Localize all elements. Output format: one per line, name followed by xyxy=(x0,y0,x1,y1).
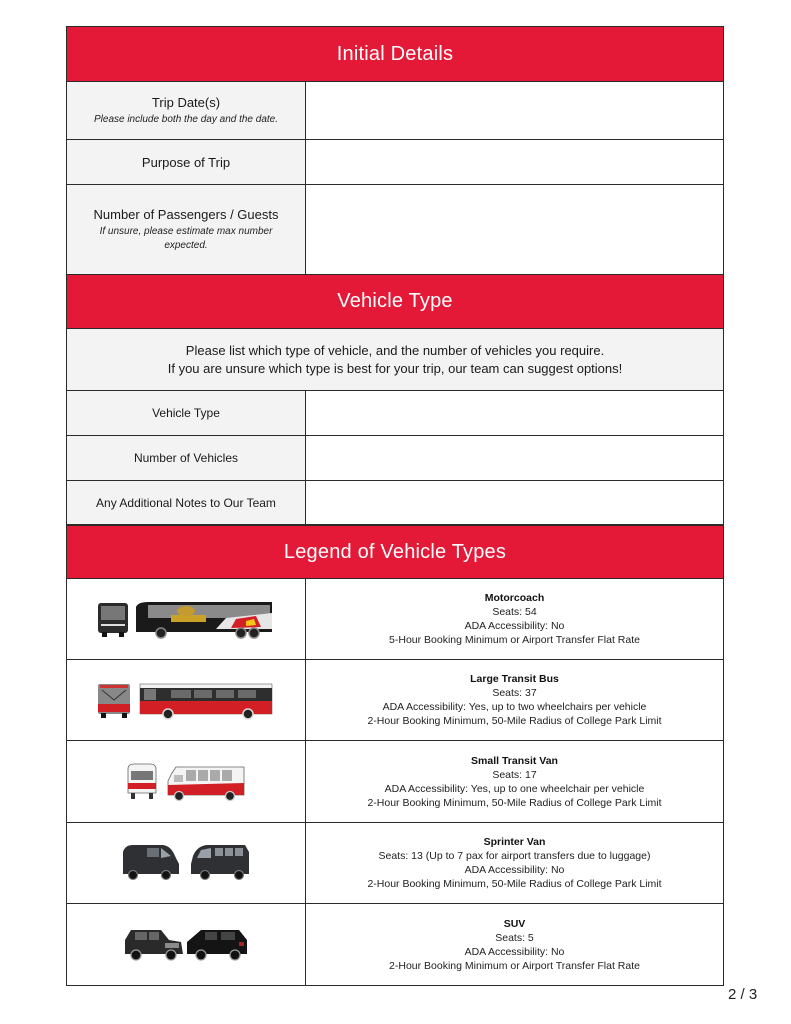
vehicle-instructions xyxy=(67,329,723,391)
sprinter-van-details xyxy=(306,823,723,903)
purpose-input[interactable] xyxy=(306,140,723,184)
sprinter-van-seats: Seats: 13 (Up to 7 pax for airport transfers due to luggage) xyxy=(378,850,651,862)
vehicle-count-label-cell xyxy=(67,436,306,480)
purpose-label: Purpose of Trip xyxy=(141,154,231,170)
motorcoach-seats: Seats: 54 xyxy=(492,606,537,618)
trip-dates-row xyxy=(67,82,723,140)
motorcoach-ada: ADA Accessibility: No xyxy=(464,620,565,632)
suv-ada: ADA Accessibility: No xyxy=(464,945,565,958)
passengers-input[interactable] xyxy=(306,185,723,274)
notes-label: Any Additional Notes to Our Team xyxy=(96,495,276,510)
transit-bus-ada: ADA Accessibility: Yes, up to two wheelchairs per vehicle xyxy=(382,701,647,713)
purpose-label-cell xyxy=(67,140,306,184)
transit-bus-seats: Seats: 37 xyxy=(492,687,537,699)
suv-details xyxy=(306,904,723,985)
transit-van-details xyxy=(306,741,723,822)
notes-input[interactable] xyxy=(306,481,723,524)
trip-request-form xyxy=(66,26,724,986)
vehicle-type-header xyxy=(67,275,723,329)
sprinter-van-ada: ADA Accessibility: No xyxy=(464,864,565,876)
motorcoach-name: Motorcoach xyxy=(484,592,545,604)
transit-van-icon xyxy=(124,761,249,803)
passengers-label-cell xyxy=(67,185,306,274)
passengers-row xyxy=(67,185,723,275)
vehicle-type-row xyxy=(67,391,723,436)
notes-row xyxy=(67,481,723,525)
motorcoach-booking: 5-Hour Booking Minimum or Airport Transfer Flat Rate xyxy=(389,634,640,646)
vehicle-instructions-line-2: If you are unsure which type is best for your trip, our team can suggest options! xyxy=(167,360,623,376)
transit-bus-name: Large Transit Bus xyxy=(470,673,559,685)
vehicle-type-input[interactable] xyxy=(306,391,723,435)
legend-row-transit-bus xyxy=(67,660,723,741)
vehicle-instructions-line-1: Please list which type of vehicle, and the number of vehicles you require. xyxy=(185,342,605,358)
legend-row-transit-van xyxy=(67,741,723,823)
transit-van-name: Small Transit Van xyxy=(471,754,558,767)
suv-icon xyxy=(121,926,251,964)
passengers-hint: If unsure, please estimate max number expected. xyxy=(99,225,273,251)
sprinter-van-booking: 2-Hour Booking Minimum, 50-Mile Radius of College Park Limit xyxy=(367,878,662,890)
trip-dates-input[interactable] xyxy=(306,82,723,139)
sprinter-van-name: Sprinter Van xyxy=(483,836,546,848)
sprinter-van-icon xyxy=(121,842,251,884)
trip-dates-hint: Please include both the day and the date. xyxy=(93,113,279,125)
transit-bus-booking: 2-Hour Booking Minimum, 50-Mile Radius of College Park Limit xyxy=(367,715,662,727)
trip-dates-label-cell xyxy=(67,82,306,139)
suv-image xyxy=(67,904,306,985)
suv-booking: 2-Hour Booking Minimum or Airport Transfer Flat Rate xyxy=(389,959,640,972)
sprinter-van-image xyxy=(67,823,306,903)
transit-van-booking: 2-Hour Booking Minimum, 50-Mile Radius of College Park Limit xyxy=(367,796,662,809)
legend-title: Legend of Vehicle Types xyxy=(283,540,507,563)
vehicle-type-title: Vehicle Type xyxy=(337,290,453,312)
vehicle-count-label: Number of Vehicles xyxy=(133,451,239,465)
motorcoach-icon xyxy=(96,599,276,639)
suv-name: SUV xyxy=(503,917,526,930)
vehicle-count-row xyxy=(67,436,723,481)
transit-bus-details xyxy=(306,660,723,740)
page-number: 2 / 3 xyxy=(728,986,758,1003)
motorcoach-details xyxy=(306,579,723,659)
transit-van-image xyxy=(67,741,306,822)
notes-label-cell xyxy=(67,481,306,524)
transit-bus-icon xyxy=(96,680,276,720)
initial-details-header xyxy=(67,27,723,82)
passengers-label: Number of Passengers / Guests xyxy=(93,206,279,222)
trip-dates-label: Trip Date(s) xyxy=(151,94,221,110)
legend-row-suv xyxy=(67,904,723,985)
legend-row-motorcoach xyxy=(67,579,723,660)
legend-header xyxy=(67,525,723,579)
vehicle-type-label-cell xyxy=(67,391,306,435)
purpose-row xyxy=(67,140,723,185)
motorcoach-image xyxy=(67,579,306,659)
legend-row-sprinter-van xyxy=(67,823,723,904)
transit-bus-image xyxy=(67,660,306,740)
transit-van-ada: ADA Accessibility: Yes, up to one wheelchair per vehicle xyxy=(384,782,645,795)
vehicle-count-input[interactable] xyxy=(306,436,723,480)
suv-seats: Seats: 5 xyxy=(495,931,534,944)
transit-van-seats: Seats: 17 xyxy=(492,768,537,781)
initial-details-title: Initial Details xyxy=(336,42,454,65)
vehicle-type-label: Vehicle Type xyxy=(152,406,220,420)
